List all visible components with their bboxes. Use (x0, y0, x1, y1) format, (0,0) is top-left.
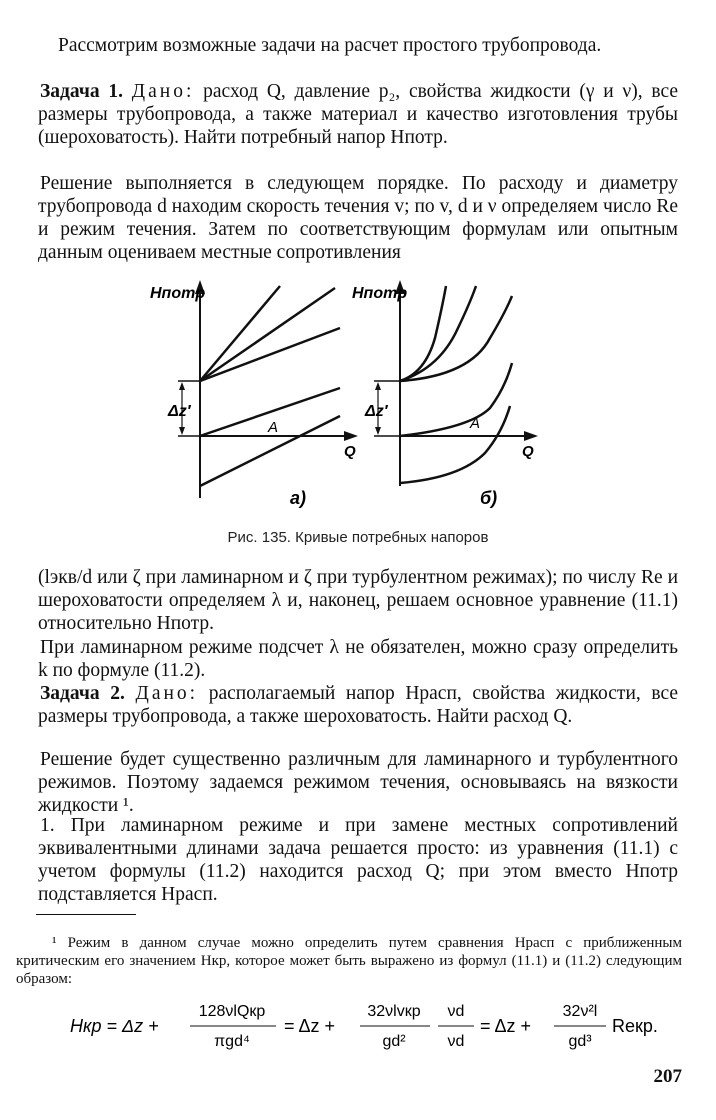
panel-label-b: б) (480, 488, 498, 508)
dz-label-b: Δz′ (365, 403, 388, 420)
formula-f3-den: νd (447, 1033, 465, 1050)
formula-eq2: = Δz + (284, 1016, 336, 1036)
formula-f1-den: πgd⁴ (214, 1033, 250, 1050)
dz-arrowhead-up-a (179, 382, 185, 390)
figure-panel-b (352, 280, 538, 508)
formula-tail: Reкр. (612, 1016, 658, 1036)
x-label-a: Q (344, 443, 356, 460)
paragraph-regimes (38, 748, 678, 817)
footnote-formula (40, 996, 690, 1056)
paragraph-solution (38, 172, 678, 264)
figure-caption: Рис. 135. Кривые потребных напоров (227, 529, 489, 546)
formula-f2-den: gd² (382, 1033, 406, 1050)
formula-f1-num: 128νlQкр (198, 1003, 266, 1020)
paragraph-intro (38, 34, 678, 57)
dz-arrowhead-up-b (375, 382, 381, 390)
laminar-note-text: При ламинарном режиме подсчет λ не обязателен, можно сразу определить k по формуле (11.2). (38, 637, 678, 681)
formula-lhs: Hкр = Δz + (70, 1016, 159, 1036)
x-label-b: Q (522, 443, 534, 460)
paragraph-intro-text: Рассмотрим возможные задачи на расчет простого трубопровода. (58, 35, 602, 56)
figure-135 (140, 268, 560, 518)
curve-b-5 (400, 406, 510, 483)
formula-f4-num: 32ν²l (562, 1003, 598, 1020)
formula-f4-den: gd³ (568, 1033, 592, 1050)
x-axis-arrow-a (344, 431, 358, 441)
task2-given: Дано: (135, 683, 199, 704)
curve-b-3 (400, 296, 512, 381)
y-label-a: Hпотр (150, 285, 206, 302)
dz-arrowhead-down-a (179, 427, 185, 435)
task1-label: Задача 1. (40, 81, 124, 102)
paragraph-task2 (38, 682, 678, 728)
task1-given: Дано: (131, 81, 195, 102)
formula-f2-num: 32νlvкр (367, 1003, 421, 1020)
curve-b-2 (400, 286, 476, 381)
footnote: ¹ Режим в данном случае можно определить путем сравнения Hрасп с приближенным критическим его значением Hкр, которое может быть выражено из формул (11.1) и (11.2) следующим образом: (16, 935, 682, 987)
formula-eq3: = Δz + (480, 1016, 532, 1036)
dz-arrowhead-down-b (375, 427, 381, 435)
regimes-text: Решение будет существенно различным для ламинарного и турбулентного режимов. Поэтому задаемся режимом течения, основываясь на вязкости жидкости ¹. (38, 749, 678, 816)
laminar-case-text: 1. При ламинарном режиме и при замене местных сопротивлений эквивалентными длинами задача решается просто: из уравнения (11.1) с учетом формулы (11.2) находится расход Q; при этом вместо Hпотр подставляется Hрасп. (38, 815, 678, 905)
paragraph-laminar-note (38, 636, 678, 682)
point-label-b: A (470, 415, 481, 432)
task1-text: расход Q, давление p₂, свойства жидкости (γ и ν), все размеры трубопровода, а также материал и качество изготовления трубы (шероховатость). Найти потребный напор Hпотр. (38, 81, 679, 148)
paragraph-laminar-case (38, 814, 678, 906)
solution-text: Решение выполняется в следующем порядке. По расходу и диаметру трубопровода d находим скорость течения v; по v, d и ν определяем число Re и режим течения. Затем по соответствующим формулам или опытным данным оцениваем местные сопротивления (38, 173, 678, 263)
paragraph-continuation (38, 566, 678, 635)
point-label-a: A (268, 419, 279, 436)
dz-label-a: Δz′ (168, 403, 191, 420)
page-number: 207 (653, 1066, 682, 1087)
formula-f3-num: νd (447, 1003, 465, 1020)
continuation-text: (lэкв/d или ζ при ламинарном и ζ при турбулентном режимах); по числу Re и шероховатости определяем λ и, наконец, решаем основное уравнение (11.1) относительно Hпотр. (38, 567, 678, 634)
panel-label-a: а) (290, 488, 307, 508)
y-label-b: Hпотр (352, 285, 408, 302)
task2-text: располагаемый напор Hрасп, свойства жидкости, все размеры трубопровода, а также шероховатость. Найти расход Q. (38, 683, 679, 727)
task2-label: Задача 2. (40, 683, 125, 704)
figure-panel-a (150, 280, 358, 508)
x-axis-arrow-b (524, 431, 538, 441)
footnote-separator (36, 914, 136, 915)
paragraph-task1 (38, 80, 678, 149)
